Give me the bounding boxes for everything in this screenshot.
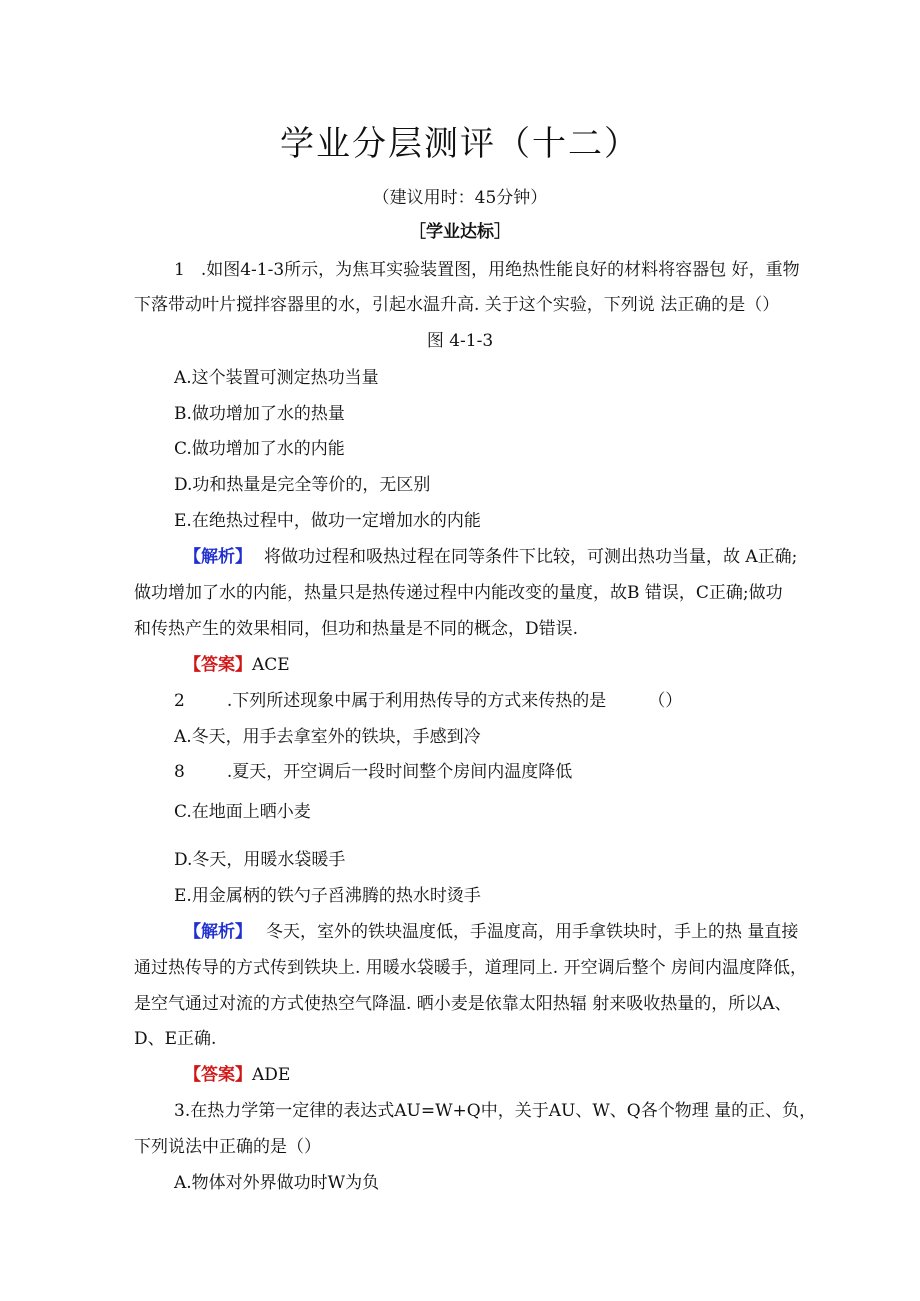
q2-analysis-label: 【解析】 bbox=[184, 922, 252, 942]
q1-stem-text1: .如图4-1-3所示，为焦耳实验装置图，用绝热性能良好的材料将容器包 好，重物 bbox=[200, 260, 800, 280]
q1-number: 1 bbox=[174, 260, 185, 280]
q2-stem bbox=[174, 689, 682, 713]
q2-answer-label: 【答案】 bbox=[184, 1065, 252, 1085]
q1-answer-value: ACE bbox=[252, 655, 290, 675]
q2-analysis-line1 bbox=[184, 920, 798, 944]
q2-option-c: C.在地面上晒小麦 bbox=[174, 802, 311, 822]
q1-figure-caption: 图 4-1-3 bbox=[426, 331, 494, 351]
q2-analysis-line3: 是空气通过对流的方式使热空气降温. 晒小麦是依靠太阳热辐 射来吸收热量的，所以A、 bbox=[134, 994, 792, 1014]
q1-option-d: D.功和热量是完全等价的，无区别 bbox=[174, 475, 431, 495]
q1-option-e: E.在绝热过程中，做功一定增加水的内能 bbox=[174, 511, 481, 531]
q2-analysis-line2: 通过热传导的方式传到铁块上. 用暖水袋暖手，道理同上. 开空调后整个 房间内温度降低， bbox=[134, 958, 808, 978]
q1-answer-label: 【答案】 bbox=[184, 655, 252, 675]
section-heading: ［学业达标］ bbox=[409, 222, 511, 242]
q2-option-e: E.用金属柄的铁勺子舀沸腾的热水时烫手 bbox=[174, 886, 481, 906]
q2-option-d: D.冬天，用暖水袋暖手 bbox=[174, 850, 346, 870]
q1-analysis-line1 bbox=[184, 545, 797, 569]
page-title: 学业分层测评（十二） bbox=[280, 124, 640, 164]
q3-stem-line1: 3.在热力学第一定律的表达式AU=W+Q中，关于AU、W、Q各个物理 量的正、负， bbox=[174, 1101, 817, 1121]
q1-option-c: C.做功增加了水的内能 bbox=[174, 439, 345, 459]
q1-answer bbox=[184, 653, 290, 677]
q2-option-b bbox=[174, 760, 572, 784]
q2-answer bbox=[184, 1063, 290, 1087]
q2-option-b-text: .夏天，开空调后一段时间整个房间内温度降低 bbox=[226, 762, 573, 782]
q1-stem-line1 bbox=[174, 258, 800, 282]
time-suggestion: （建议用时：45分钟） bbox=[372, 188, 548, 208]
q1-analysis-text1: 将做功过程和吸热过程在同等条件下比较，可测出热功当量，故 A正确; bbox=[264, 547, 798, 567]
q3-stem-line2: 下列说法中正确的是（） bbox=[134, 1137, 321, 1157]
q2-stem-text: .下列所述现象中属于利用热传导的方式来传热的是 bbox=[226, 691, 607, 711]
q1-analysis-line3: 和传热产生的效果相同，但功和热量是不同的概念，D错误. bbox=[134, 619, 579, 639]
q2-paren: （） bbox=[648, 691, 683, 711]
q2-answer-value: ADE bbox=[252, 1065, 291, 1085]
q2-analysis-line4: D、E正确. bbox=[134, 1029, 217, 1049]
q1-analysis-line2: 做功增加了水的内能，热量只是热传递过程中内能改变的量度，故B 错误，C正确;做功 bbox=[134, 583, 783, 603]
q1-option-a: A.这个装置可测定热功当量 bbox=[174, 368, 379, 388]
q2-number: 2 bbox=[174, 691, 185, 711]
q2-option-a: A.冬天，用手去拿室外的铁块，手感到冷 bbox=[174, 727, 481, 747]
q3-option-a: A.物体对外界做功时W为负 bbox=[174, 1173, 380, 1193]
q2-analysis-text1: 冬天，室外的铁块温度低，手温度高，用手拿铁块时，手上的热 量直接 bbox=[266, 922, 799, 942]
q1-stem-line2: 下落带动叶片搅拌容器里的水，引起水温升高. 关于这个实验，下列说 法正确的是（） bbox=[134, 295, 780, 315]
q1-analysis-label: 【解析】 bbox=[184, 547, 252, 567]
q2-option-b-number: 8 bbox=[174, 762, 185, 782]
q1-option-b: B.做功增加了水的热量 bbox=[174, 404, 345, 424]
